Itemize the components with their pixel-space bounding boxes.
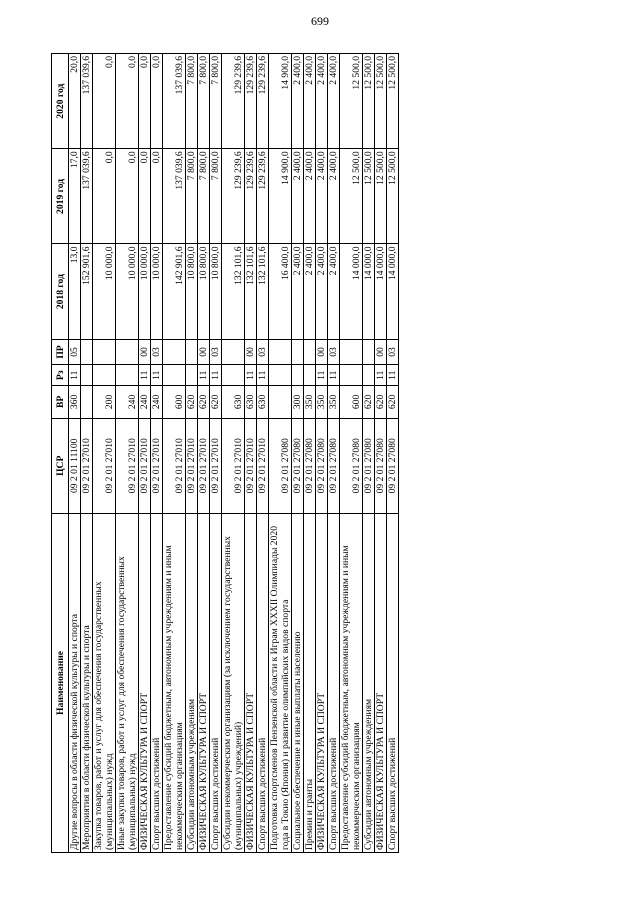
cell-2019: 0,0 [139, 148, 151, 243]
cell-rz [186, 364, 198, 385]
cell-2019: 17,0 [69, 148, 81, 243]
cell-2019: 7 800,0 [210, 148, 222, 243]
cell-rz [116, 364, 139, 385]
cell-pr [304, 339, 316, 365]
cell-2018: 10 000,0 [151, 244, 163, 339]
table-row [363, 53, 375, 852]
header-name: Наименование [52, 513, 69, 852]
table-row [292, 53, 304, 852]
cell-2019: 14 900,0 [269, 148, 292, 243]
table-row [81, 53, 93, 852]
cell-name: Спорт высших достижений [257, 513, 269, 852]
cell-csr: 09 2 01 11100 [69, 418, 81, 513]
cell-rz: 11 [139, 364, 151, 385]
table-row [328, 53, 340, 852]
cell-csr: 09 2 01 27010 [139, 418, 151, 513]
table-row [316, 53, 328, 852]
cell-2020: 12 500,0 [387, 53, 399, 148]
cell-2020: 137 039,6 [163, 53, 186, 148]
cell-csr: 09 2 01 27010 [151, 418, 163, 513]
cell-vr: 240 [116, 385, 139, 418]
header-pr: ПР [52, 339, 69, 365]
cell-2018: 14 000,0 [375, 244, 387, 339]
cell-vr [269, 385, 292, 418]
table-row [257, 53, 269, 852]
cell-2020: 2 400,0 [304, 53, 316, 148]
cell-vr: 350 [328, 385, 340, 418]
cell-2018: 2 400,0 [292, 244, 304, 339]
cell-2019: 0,0 [116, 148, 139, 243]
cell-name: ФИЗИЧЕСКАЯ КУЛЬТУРА И СПОРТ [375, 513, 387, 852]
cell-pr: 05 [69, 339, 81, 365]
cell-rz: 11 [69, 364, 81, 385]
cell-vr: 620 [186, 385, 198, 418]
cell-vr: 630 [222, 385, 245, 418]
cell-csr: 09 2 01 27010 [245, 418, 257, 513]
table-row [222, 53, 245, 852]
cell-rz [163, 364, 186, 385]
cell-2018: 13,0 [69, 244, 81, 339]
cell-vr: 200 [93, 385, 116, 418]
cell-2019: 7 800,0 [186, 148, 198, 243]
table-row [210, 53, 222, 852]
cell-csr: 09 2 01 27080 [328, 418, 340, 513]
cell-name: ФИЗИЧЕСКАЯ КУЛЬТУРА И СПОРТ [198, 513, 210, 852]
cell-name: Закупка товаров, работ и услуг для обеспечения государственных (муниципальных) нужд [93, 513, 116, 852]
cell-vr: 240 [139, 385, 151, 418]
cell-pr: 00 [375, 339, 387, 365]
cell-2018: 10 000,0 [116, 244, 139, 339]
cell-pr: 03 [387, 339, 399, 365]
table-row [151, 53, 163, 852]
cell-name: Предоставление субсидий бюджетным, автономным учреждениям и иным некоммерческим организациям [163, 513, 186, 852]
cell-csr: 09 2 01 27080 [304, 418, 316, 513]
table-row [304, 53, 316, 852]
cell-2018: 132 101,6 [222, 244, 245, 339]
cell-rz [81, 364, 93, 385]
table-row [163, 53, 186, 852]
cell-pr: 03 [210, 339, 222, 365]
table-row [69, 53, 81, 852]
cell-rz: 11 [375, 364, 387, 385]
cell-vr: 300 [292, 385, 304, 418]
cell-2018: 14 000,0 [387, 244, 399, 339]
cell-2020: 137 039,6 [81, 53, 93, 148]
table-row [116, 53, 139, 852]
cell-csr: 09 2 01 27080 [292, 418, 304, 513]
cell-csr: 09 2 01 27010 [186, 418, 198, 513]
cell-rz: 11 [198, 364, 210, 385]
cell-vr: 620 [210, 385, 222, 418]
cell-2018: 14 000,0 [363, 244, 375, 339]
cell-name: Субсидии некоммерческим организациям (за исключением государственных (муниципальных) учреждений) [222, 513, 245, 852]
cell-pr [163, 339, 186, 365]
cell-name: Мероприятия в области физической культуры и спорта [81, 513, 93, 852]
cell-2019: 2 400,0 [316, 148, 328, 243]
cell-csr: 09 2 01 27080 [387, 418, 399, 513]
header-csr: ЦСР [52, 418, 69, 513]
header-rz: Рз [52, 364, 69, 385]
cell-pr: 00 [139, 339, 151, 365]
cell-name: ФИЗИЧЕСКАЯ КУЛЬТУРА И СПОРТ [139, 513, 151, 852]
cell-2020: 2 400,0 [316, 53, 328, 148]
cell-2020: 7 800,0 [210, 53, 222, 148]
cell-2020: 0,0 [151, 53, 163, 148]
table-row [139, 53, 151, 852]
cell-2018: 10 800,0 [198, 244, 210, 339]
table-row [340, 53, 363, 852]
cell-rz [340, 364, 363, 385]
cell-2018: 2 400,0 [316, 244, 328, 339]
cell-name: Иные закупки товаров, работ и услуг для обеспечения государственных (муниципальных) нужд [116, 513, 139, 852]
cell-csr: 09 2 01 27080 [340, 418, 363, 513]
cell-rz [222, 364, 245, 385]
cell-name: Спорт высших достижений [151, 513, 163, 852]
cell-rz [363, 364, 375, 385]
table-row [245, 53, 257, 852]
page-number: 699 [311, 14, 329, 28]
cell-name: Премии и гранты [304, 513, 316, 852]
cell-pr [93, 339, 116, 365]
table-body [69, 53, 399, 852]
cell-2020: 2 400,0 [292, 53, 304, 148]
cell-name: Спорт высших достижений [210, 513, 222, 852]
header-vr: ВР [52, 385, 69, 418]
cell-csr: 09 2 01 27010 [163, 418, 186, 513]
cell-name: Предоставление субсидий бюджетным, автономным учреждениям и иным некоммерческим организациям [340, 513, 363, 852]
cell-pr: 03 [328, 339, 340, 365]
cell-2018: 152 901,6 [81, 244, 93, 339]
cell-vr: 350 [316, 385, 328, 418]
cell-2019: 0,0 [93, 148, 116, 243]
cell-name: Подготовка спортсменов Пензенской области к Играм XXXII Олимпиады 2020 года в Токио (Япония) и развитие олимпийских видов спорта [269, 513, 292, 852]
table-header-row [52, 53, 69, 852]
cell-2020: 7 800,0 [198, 53, 210, 148]
cell-pr: 00 [316, 339, 328, 365]
cell-2019: 2 400,0 [328, 148, 340, 243]
cell-2018: 10 000,0 [139, 244, 151, 339]
cell-2019: 12 500,0 [387, 148, 399, 243]
cell-vr: 620 [375, 385, 387, 418]
cell-pr [81, 339, 93, 365]
cell-2018: 142 901,6 [163, 244, 186, 339]
cell-2020: 129 239,6 [222, 53, 245, 148]
cell-rz [304, 364, 316, 385]
cell-2019: 2 400,0 [304, 148, 316, 243]
cell-vr: 630 [245, 385, 257, 418]
cell-name: Спорт высших достижений [328, 513, 340, 852]
cell-vr: 600 [340, 385, 363, 418]
cell-vr: 620 [198, 385, 210, 418]
table-row [198, 53, 210, 852]
cell-2018: 2 400,0 [328, 244, 340, 339]
cell-vr [81, 385, 93, 418]
cell-csr: 09 2 01 27010 [222, 418, 245, 513]
cell-pr [222, 339, 245, 365]
cell-name: Субсидии автономным учреждениям [186, 513, 198, 852]
cell-rz: 11 [210, 364, 222, 385]
cell-pr [269, 339, 292, 365]
cell-name: ФИЗИЧЕСКАЯ КУЛЬТУРА И СПОРТ [245, 513, 257, 852]
cell-name: Социальное обеспечение и иные выплаты населению [292, 513, 304, 852]
cell-2018: 10 800,0 [186, 244, 198, 339]
cell-2019: 0,0 [151, 148, 163, 243]
cell-csr: 09 2 01 27010 [93, 418, 116, 513]
cell-2020: 14 900,0 [269, 53, 292, 148]
cell-vr: 360 [69, 385, 81, 418]
cell-pr: 03 [257, 339, 269, 365]
cell-2020: 0,0 [139, 53, 151, 148]
cell-rz [93, 364, 116, 385]
cell-rz [292, 364, 304, 385]
cell-csr: 09 2 01 27010 [116, 418, 139, 513]
cell-vr: 620 [363, 385, 375, 418]
cell-csr: 09 2 01 27080 [363, 418, 375, 513]
cell-2020: 0,0 [116, 53, 139, 148]
cell-rz: 11 [387, 364, 399, 385]
header-2019: 2019 год [52, 148, 69, 243]
cell-csr: 09 2 01 27010 [257, 418, 269, 513]
cell-2018: 14 000,0 [340, 244, 363, 339]
cell-pr: 03 [151, 339, 163, 365]
cell-2020: 12 500,0 [375, 53, 387, 148]
cell-2019: 12 500,0 [363, 148, 375, 243]
cell-2020: 2 400,0 [328, 53, 340, 148]
cell-name: Субсидии автономным учреждениям [363, 513, 375, 852]
cell-2019: 129 239,6 [257, 148, 269, 243]
cell-2019: 137 039,6 [81, 148, 93, 243]
cell-csr: 09 2 01 27080 [375, 418, 387, 513]
table-row [186, 53, 198, 852]
cell-vr: 620 [387, 385, 399, 418]
cell-pr [292, 339, 304, 365]
cell-2020: 0,0 [93, 53, 116, 148]
cell-rz: 11 [316, 364, 328, 385]
cell-csr: 09 2 01 27080 [269, 418, 292, 513]
cell-2020: 129 239,6 [245, 53, 257, 148]
cell-name: Спорт высших достижений [387, 513, 399, 852]
cell-2019: 12 500,0 [375, 148, 387, 243]
cell-2020: 12 500,0 [340, 53, 363, 148]
cell-2018: 132 101,6 [257, 244, 269, 339]
cell-rz: 11 [245, 364, 257, 385]
cell-2020: 12 500,0 [363, 53, 375, 148]
cell-2019: 7 800,0 [198, 148, 210, 243]
cell-2018: 16 400,0 [269, 244, 292, 339]
cell-vr: 240 [151, 385, 163, 418]
cell-rz: 11 [257, 364, 269, 385]
cell-2020: 7 800,0 [186, 53, 198, 148]
cell-pr [186, 339, 198, 365]
cell-pr [363, 339, 375, 365]
cell-2018: 2 400,0 [304, 244, 316, 339]
cell-2019: 129 239,6 [245, 148, 257, 243]
cell-pr: 00 [245, 339, 257, 365]
table-row [375, 53, 387, 852]
cell-rz [269, 364, 292, 385]
cell-rz: 11 [151, 364, 163, 385]
cell-2020: 20,0 [69, 53, 81, 148]
cell-2018: 10 000,0 [93, 244, 116, 339]
cell-name: Другие вопросы в области физической культуры и спорта [69, 513, 81, 852]
rotated-table-container [51, 53, 589, 853]
cell-pr [116, 339, 139, 365]
cell-vr: 350 [304, 385, 316, 418]
table-row [93, 53, 116, 852]
cell-pr: 00 [198, 339, 210, 365]
cell-vr: 600 [163, 385, 186, 418]
table-row [269, 53, 292, 852]
header-2020: 2020 год [52, 53, 69, 148]
cell-pr [340, 339, 363, 365]
cell-2019: 12 500,0 [340, 148, 363, 243]
cell-rz: 11 [328, 364, 340, 385]
cell-csr: 09 2 01 27010 [198, 418, 210, 513]
table-row [387, 53, 399, 852]
header-2018: 2018 год [52, 244, 69, 339]
cell-2019: 129 239,6 [222, 148, 245, 243]
budget-table [51, 53, 399, 853]
cell-csr: 09 2 01 27010 [210, 418, 222, 513]
cell-vr: 630 [257, 385, 269, 418]
cell-name: ФИЗИЧЕСКАЯ КУЛЬТУРА И СПОРТ [316, 513, 328, 852]
cell-2020: 129 239,6 [257, 53, 269, 148]
cell-2019: 2 400,0 [292, 148, 304, 243]
cell-2018: 132 101,6 [245, 244, 257, 339]
cell-csr: 09 2 01 27080 [316, 418, 328, 513]
cell-csr: 09 2 01 27010 [81, 418, 93, 513]
cell-2018: 10 800,0 [210, 244, 222, 339]
cell-2019: 137 039,6 [163, 148, 186, 243]
